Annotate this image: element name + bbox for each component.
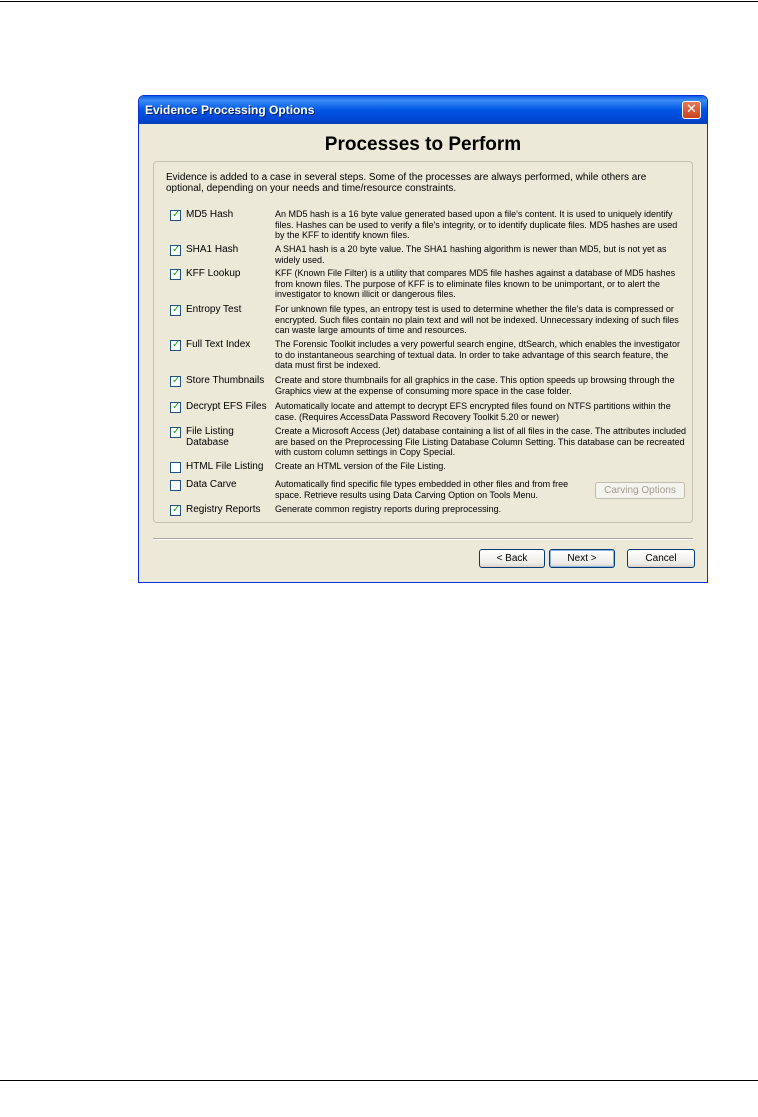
- entropy-test-checkbox[interactable]: [170, 305, 181, 316]
- option-description: An MD5 hash is a 16 byte value generated based upon a file's content. It is used to uniquely identify files. Hashes can be used to verify a file's integrity, or to identify duplicate files. MD5 hashes are used by the KFF to identify known files.: [275, 209, 678, 240]
- evidence-processing-dialog: [138, 95, 708, 583]
- full-text-index-checkbox[interactable]: [170, 340, 181, 351]
- page-bottom-rule: [0, 1080, 758, 1081]
- option-label: Store Thumbnails: [186, 375, 265, 386]
- option-label: KFF Lookup: [186, 268, 241, 279]
- option-description: Create a Microsoft Access (Jet) database containing a list of all files in the case. The attributes included are based on the Preprocessing File Listing Database Column Setting. This database can be recreated with custom column settings in Copy Special.: [275, 426, 687, 457]
- option-label: Data Carve: [186, 479, 237, 490]
- page-top-rule: [0, 1, 758, 2]
- kff-lookup-checkbox[interactable]: [170, 269, 181, 280]
- check-icon: ✓: [172, 375, 181, 386]
- option-label: Full Text Index: [186, 339, 251, 350]
- check-icon: ✓: [172, 268, 181, 279]
- check-icon: ✓: [172, 304, 181, 315]
- html-file-listing-checkbox[interactable]: [170, 462, 181, 473]
- footer-separator: [153, 538, 693, 540]
- option-description: Automatically find specific file types embedded in other files and from free space. Retrieve results using Data Carving Option on Tools Menu.: [275, 479, 569, 500]
- md5-hash-checkbox[interactable]: [170, 210, 181, 221]
- sha1-hash-checkbox[interactable]: [170, 245, 181, 256]
- next-button[interactable]: Next >: [549, 549, 615, 568]
- check-icon: ✓: [172, 209, 181, 220]
- option-label: Entropy Test: [186, 304, 242, 315]
- close-button[interactable]: ✕: [682, 101, 701, 119]
- option-label: File Listing Database: [186, 426, 234, 448]
- option-description: The Forensic Toolkit includes a very powerful search engine, dtSearch, which enables the investigator to do instantaneous searching of textual data. In order to take advantage of this search feature, the data must first be indexed.: [275, 339, 681, 370]
- check-icon: ✓: [172, 339, 181, 350]
- check-icon: ✓: [172, 244, 181, 255]
- decrypt-efs-checkbox[interactable]: [170, 402, 181, 413]
- page-heading: Processes to Perform: [324, 134, 522, 155]
- store-thumbnails-checkbox[interactable]: [170, 376, 181, 387]
- data-carve-checkbox[interactable]: [170, 480, 181, 491]
- option-label: MD5 Hash: [186, 209, 234, 220]
- option-label: Decrypt EFS Files: [186, 401, 267, 412]
- window-title: Evidence Processing Options: [145, 103, 315, 117]
- check-icon: ✓: [172, 504, 181, 515]
- option-description: Create and store thumbnails for all graphics in the case. This option speeds up browsing through the Graphics view at the expense of consuming more space in the case folder.: [275, 375, 675, 396]
- option-description: A SHA1 hash is a 20 byte value. The SHA1 hashing algorithm is newer than MD5, but is not yet as widely used.: [275, 244, 667, 265]
- file-listing-database-checkbox[interactable]: [170, 427, 181, 438]
- option-description: Generate common registry reports during preprocessing.: [275, 504, 502, 514]
- option-label: SHA1 Hash: [186, 244, 239, 255]
- option-description: Automatically locate and attempt to decrypt EFS encrypted files found on NTFS partitions within the case. (Requires AccessData Password Recovery Toolkit 5.20 or newer): [275, 401, 671, 422]
- cancel-button[interactable]: Cancel: [627, 549, 695, 568]
- option-label: Registry Reports: [186, 504, 261, 515]
- option-description: KFF (Known File Filter) is a utility that compares MD5 file hashes against a database of MD5 hashes from known files. The purpose of KFF is to eliminate files known to be unimportant, or to alert the investigator to known illicit or dangerous files.: [275, 268, 676, 299]
- option-label: HTML File Listing: [186, 461, 264, 472]
- option-description: For unknown file types, an entropy test is used to determine whether the file's data is compressed or encrypted. Such files contain no plain text and will not be indexed. Unnecessary indexing of such files can waste large amounts of time and resources.: [275, 304, 679, 335]
- option-description: Create an HTML version of the File Listing.: [275, 461, 446, 471]
- carving-options-button[interactable]: Carving Options: [595, 482, 685, 499]
- intro-text: Evidence is added to a case in several steps. Some of the processes are always performed, while others are optional, depending on your needs and time/resource constraints.: [166, 172, 647, 194]
- title-bar[interactable]: [139, 96, 707, 124]
- check-icon: ✓: [172, 426, 181, 437]
- check-icon: ✓: [172, 401, 181, 412]
- back-button[interactable]: < Back: [479, 549, 545, 568]
- registry-reports-checkbox[interactable]: [170, 505, 181, 516]
